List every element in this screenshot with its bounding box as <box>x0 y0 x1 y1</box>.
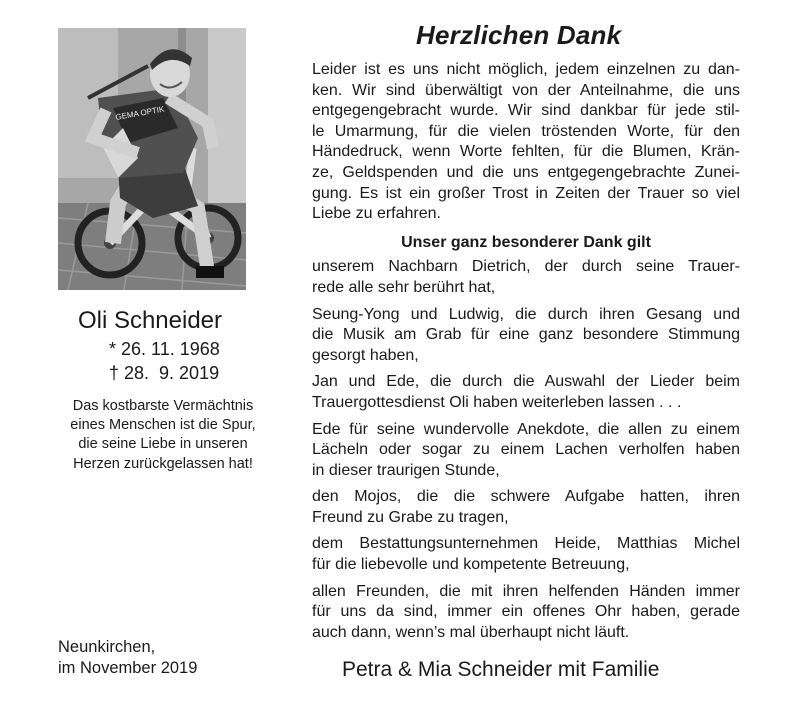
text-line: die Musik am Grab für eine ganz besondere Stimmung <box>312 326 740 344</box>
place-date: im November 2019 <box>58 659 198 677</box>
thanks-item <box>312 487 740 528</box>
text-line: entgegengebracht wurde. Wir sind dankbar für jede stil- <box>312 102 740 120</box>
text-line: rede alle sehr berührt hat, <box>312 278 496 296</box>
signature: Petra & Mia Schneider mit Familie <box>342 658 660 681</box>
subheading: Unser ganz besonderer Dank gilt <box>401 233 651 251</box>
thanks-item <box>312 305 740 367</box>
memorial-quote <box>38 397 288 474</box>
life-dates <box>109 337 220 385</box>
text-line: Leider ist es uns nicht möglich, jedem einzelnen zu dan- <box>312 61 740 78</box>
thanks-item <box>312 582 740 644</box>
thanks-item <box>312 420 740 482</box>
text-line: auch dann, wenn’s mal überhaupt nicht läuft. <box>312 623 630 641</box>
text-line: gesorgt haben, <box>312 346 419 364</box>
thanks-text <box>312 60 740 649</box>
text-line: Händedruck, wenn Worte fehlten, für die Blumen, Krän- <box>312 143 740 161</box>
death-date: † 28. 9. 2019 <box>109 363 220 383</box>
text-line: für uns da sind, immer ein offenes Ohr haben, gerade <box>312 603 740 621</box>
text-line: unserem Nachbarn Dietrich, der durch seine Trauer- <box>312 258 740 276</box>
text-line: le Umarmung, für die vielen tröstenden Worte, für den <box>312 122 740 140</box>
text-line: dem Bestattungsunternehmen Heide, Matthias Michel <box>312 535 740 553</box>
intro-paragraph <box>312 60 740 225</box>
text-line: Trauergottesdienst Oli haben weiterleben lassen . . . <box>312 393 682 411</box>
place-and-date <box>58 637 197 679</box>
portrait-photo-image <box>58 28 246 290</box>
text-line: den Mojos, die die schwere Aufgabe hatten, ihren <box>312 488 740 506</box>
text-line: Liebe zu erfahren. <box>312 205 441 223</box>
thanks-item <box>312 257 740 298</box>
deceased-name: Oli Schneider <box>77 307 223 334</box>
text-line: Ede für seine wundervolle Anekdote, die allen zu einem <box>312 420 740 438</box>
page-title: Herzlichen Dank <box>416 20 622 50</box>
quote-line: eines Menschen ist die Spur, <box>70 417 256 434</box>
svg-text:GEMA OPTIK: GEMA OPTIK <box>114 104 165 122</box>
text-line: allen Freunden, die mit ihren helfenden Händen immer <box>312 582 740 600</box>
birth-date: * 26. 11. 1968 <box>109 339 220 359</box>
text-line: für die liebevolle und kompetente Betreuung, <box>312 556 630 574</box>
text-line: Jan und Ede, die durch die Auswahl der Lieder beim <box>312 373 740 391</box>
text-line: Seung-Yong und Ludwig, die durch ihren Gesang und <box>312 305 740 323</box>
portrait-photo <box>58 28 246 290</box>
text-line: ze, Geldspenden und die uns entgegengebrachte Zunei- <box>312 163 740 181</box>
text-line: Freund zu Grabe zu tragen, <box>312 508 509 526</box>
thanks-item <box>312 534 740 575</box>
left-column <box>0 0 272 704</box>
text-line: gung. Es ist ein großer Trost in Zeiten der Trauer so viel <box>312 184 740 202</box>
text-line: ken. Wir sind überwältigt von der Anteilnahme, die uns <box>312 81 740 99</box>
quote-line: die seine Liebe in unseren <box>78 436 248 453</box>
text-line: in dieser traurigen Stunde, <box>312 461 500 479</box>
place-city: Neunkirchen, <box>58 638 156 656</box>
quote-line: Herzen zurückgelassen hat! <box>73 455 253 472</box>
thanks-item <box>312 372 740 413</box>
text-line: Lächeln oder sogar zu einem Lachen verholfen haben <box>312 441 740 459</box>
quote-line: Das kostbarste Vermächtnis <box>72 398 254 414</box>
